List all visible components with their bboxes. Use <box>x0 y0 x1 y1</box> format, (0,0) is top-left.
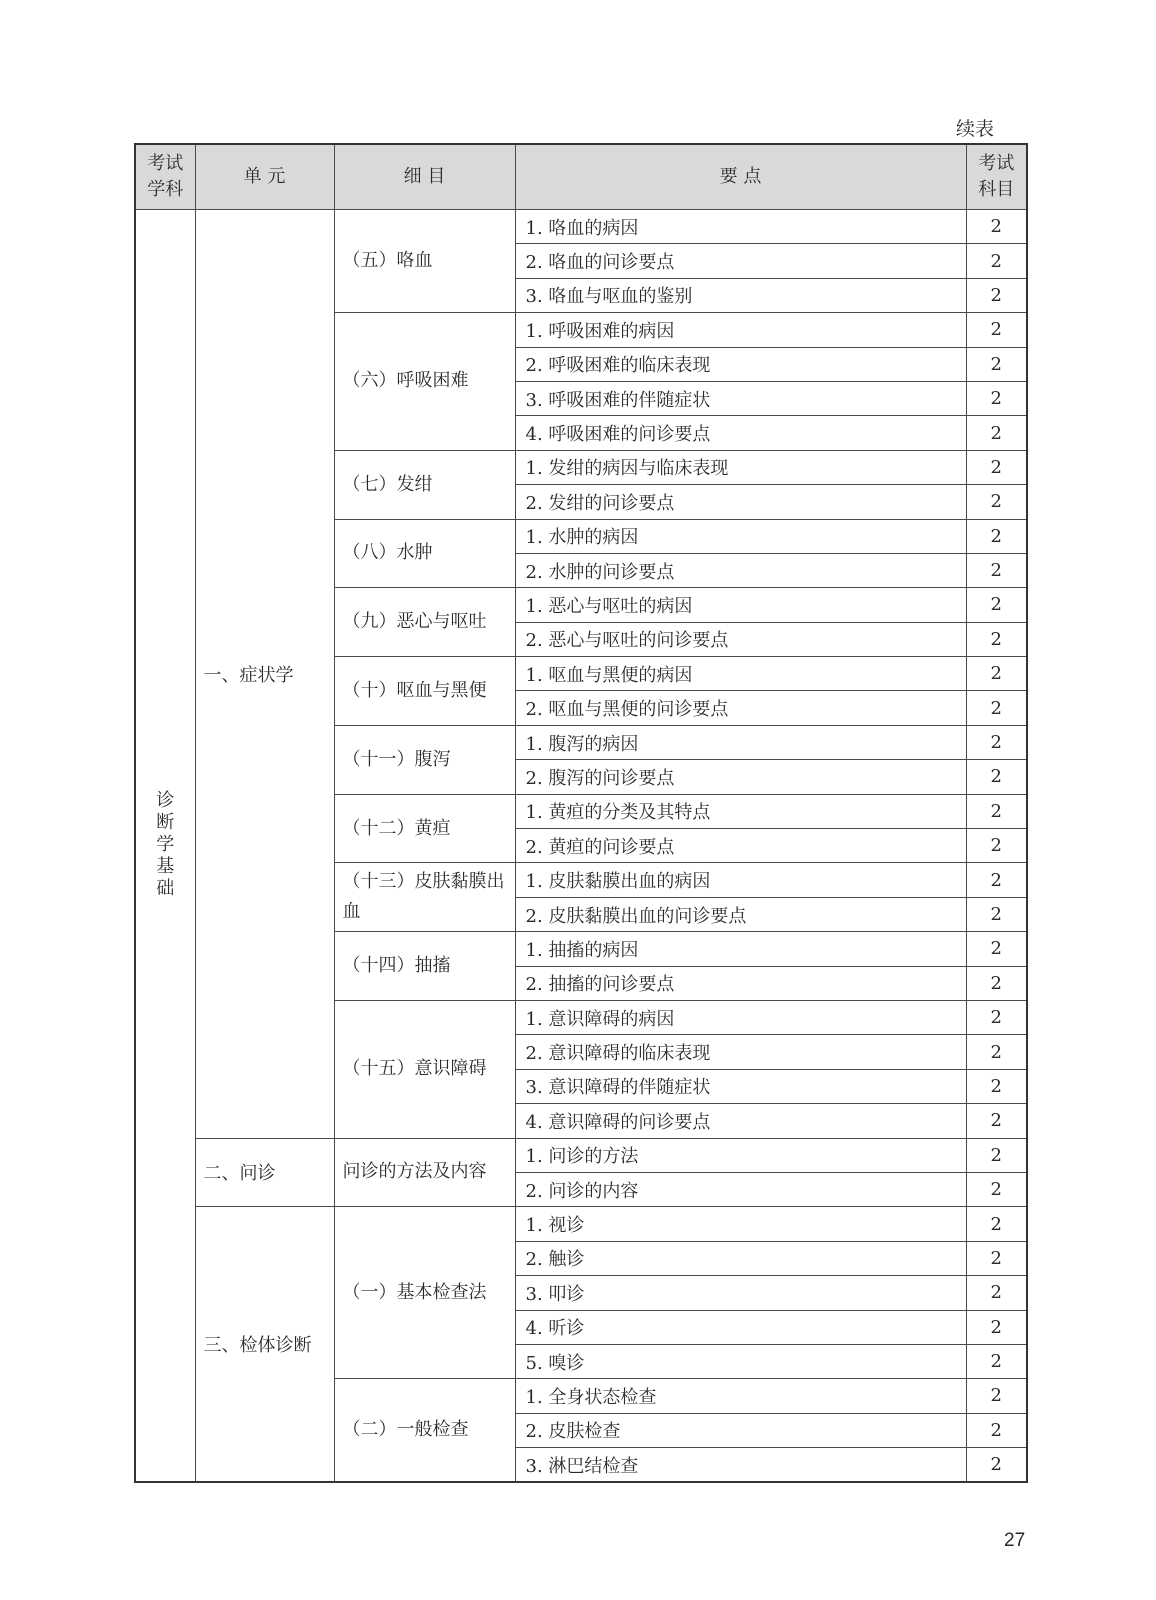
level-cell: 2 <box>966 691 1027 725</box>
level-cell: 2 <box>966 932 1027 966</box>
detail-cell: （十三）皮肤黏膜出血 <box>334 863 515 932</box>
detail-cell: （六）呼吸困难 <box>334 313 515 451</box>
point-cell: 1. 意识障碍的病因 <box>515 1000 966 1034</box>
level-cell: 2 <box>966 1344 1027 1378</box>
point-cell: 2. 呕血与黑便的问诊要点 <box>515 691 966 725</box>
table-row <box>135 1138 1027 1172</box>
point-cell: 2. 咯血的问诊要点 <box>515 244 966 278</box>
level-cell: 2 <box>966 485 1027 519</box>
detail-cell: 问诊的方法及内容 <box>334 1138 515 1207</box>
level-cell: 2 <box>966 622 1027 656</box>
level-cell: 2 <box>966 416 1027 450</box>
detail-cell: （二）一般检查 <box>334 1379 515 1482</box>
point-cell: 1. 抽搐的病因 <box>515 932 966 966</box>
point-cell: 3. 呼吸困难的伴随症状 <box>515 381 966 415</box>
level-cell: 2 <box>966 1207 1027 1241</box>
detail-cell: （一）基本检查法 <box>334 1207 515 1379</box>
point-cell: 2. 皮肤黏膜出血的问诊要点 <box>515 897 966 931</box>
table-header-row <box>135 144 1027 210</box>
level-cell: 2 <box>966 1276 1027 1310</box>
point-cell: 1. 问诊的方法 <box>515 1138 966 1172</box>
point-cell: 2. 呼吸困难的临床表现 <box>515 347 966 381</box>
level-cell: 2 <box>966 519 1027 553</box>
point-cell: 3. 淋巴结检查 <box>515 1448 966 1482</box>
point-cell: 1. 腹泻的病因 <box>515 725 966 759</box>
level-cell: 2 <box>966 966 1027 1000</box>
level-cell: 2 <box>966 347 1027 381</box>
point-cell: 1. 视诊 <box>515 1207 966 1241</box>
detail-cell: （九）恶心与呕吐 <box>334 588 515 657</box>
point-cell: 1. 水肿的病因 <box>515 519 966 553</box>
level-cell: 2 <box>966 381 1027 415</box>
unit-cell: 一、症状学 <box>195 210 334 1139</box>
level-cell: 2 <box>966 450 1027 484</box>
point-cell: 1. 全身状态检查 <box>515 1379 966 1413</box>
point-cell: 2. 腹泻的问诊要点 <box>515 760 966 794</box>
point-cell: 3. 咯血与呕血的鉴别 <box>515 278 966 312</box>
level-cell: 2 <box>966 244 1027 278</box>
subject-cell <box>135 210 195 1482</box>
point-cell: 2. 黄疸的问诊要点 <box>515 829 966 863</box>
point-cell: 2. 抽搐的问诊要点 <box>515 966 966 1000</box>
detail-cell: （十）呕血与黑便 <box>334 657 515 726</box>
level-cell: 2 <box>966 863 1027 897</box>
header-detail: 细 目 <box>334 144 515 210</box>
detail-cell: （七）发绀 <box>334 450 515 519</box>
level-cell: 2 <box>966 278 1027 312</box>
detail-cell: （十五）意识障碍 <box>334 1000 515 1138</box>
level-cell: 2 <box>966 1138 1027 1172</box>
table-row <box>135 1207 1027 1241</box>
unit-cell: 二、问诊 <box>195 1138 334 1207</box>
point-cell: 1. 呕血与黑便的病因 <box>515 657 966 691</box>
level-cell: 2 <box>966 1104 1027 1138</box>
header-level: 考试科目 <box>966 144 1027 210</box>
point-cell: 2. 问诊的内容 <box>515 1172 966 1206</box>
subject-label: 诊断学基础 <box>156 790 175 900</box>
level-cell: 2 <box>966 1069 1027 1103</box>
syllabus-table <box>134 143 1028 1483</box>
level-cell: 2 <box>966 1035 1027 1069</box>
level-cell: 2 <box>966 553 1027 587</box>
detail-cell: （五）咯血 <box>334 210 515 313</box>
level-cell: 2 <box>966 588 1027 622</box>
level-cell: 2 <box>966 313 1027 347</box>
level-cell: 2 <box>966 210 1027 244</box>
level-cell: 2 <box>966 1310 1027 1344</box>
point-cell: 5. 嗅诊 <box>515 1344 966 1378</box>
point-cell: 2. 触诊 <box>515 1241 966 1275</box>
level-cell: 2 <box>966 1000 1027 1034</box>
level-cell: 2 <box>966 1172 1027 1206</box>
level-cell: 2 <box>966 897 1027 931</box>
point-cell: 2. 水肿的问诊要点 <box>515 553 966 587</box>
point-cell: 4. 意识障碍的问诊要点 <box>515 1104 966 1138</box>
level-cell: 2 <box>966 1379 1027 1413</box>
level-cell: 2 <box>966 760 1027 794</box>
page-number: 27 <box>1004 1530 1026 1551</box>
point-cell: 3. 叩诊 <box>515 1276 966 1310</box>
level-cell: 2 <box>966 725 1027 759</box>
level-cell: 2 <box>966 657 1027 691</box>
point-cell: 1. 皮肤黏膜出血的病因 <box>515 863 966 897</box>
point-cell: 1. 咯血的病因 <box>515 210 966 244</box>
point-cell: 1. 呼吸困难的病因 <box>515 313 966 347</box>
detail-cell: （十四）抽搐 <box>334 932 515 1001</box>
point-cell: 2. 意识障碍的临床表现 <box>515 1035 966 1069</box>
level-cell: 2 <box>966 794 1027 828</box>
detail-cell: （十二）黄疸 <box>334 794 515 863</box>
table-row <box>135 210 1027 244</box>
level-cell: 2 <box>966 1448 1027 1482</box>
point-cell: 2. 发绀的问诊要点 <box>515 485 966 519</box>
point-cell: 1. 黄疸的分类及其特点 <box>515 794 966 828</box>
point-cell: 1. 发绀的病因与临床表现 <box>515 450 966 484</box>
detail-cell: （十一）腹泻 <box>334 725 515 794</box>
point-cell: 1. 恶心与呕吐的病因 <box>515 588 966 622</box>
unit-cell: 三、检体诊断 <box>195 1207 334 1482</box>
point-cell: 2. 皮肤检查 <box>515 1413 966 1447</box>
header-point: 要 点 <box>515 144 966 210</box>
detail-cell: （八）水肿 <box>334 519 515 588</box>
header-subject: 考试学科 <box>135 144 195 210</box>
point-cell: 2. 恶心与呕吐的问诊要点 <box>515 622 966 656</box>
point-cell: 4. 呼吸困难的问诊要点 <box>515 416 966 450</box>
header-unit: 单 元 <box>195 144 334 210</box>
point-cell: 3. 意识障碍的伴随症状 <box>515 1069 966 1103</box>
continued-label: 续表 <box>956 118 995 140</box>
level-cell: 2 <box>966 1413 1027 1447</box>
point-cell: 4. 听诊 <box>515 1310 966 1344</box>
level-cell: 2 <box>966 1241 1027 1275</box>
level-cell: 2 <box>966 829 1027 863</box>
